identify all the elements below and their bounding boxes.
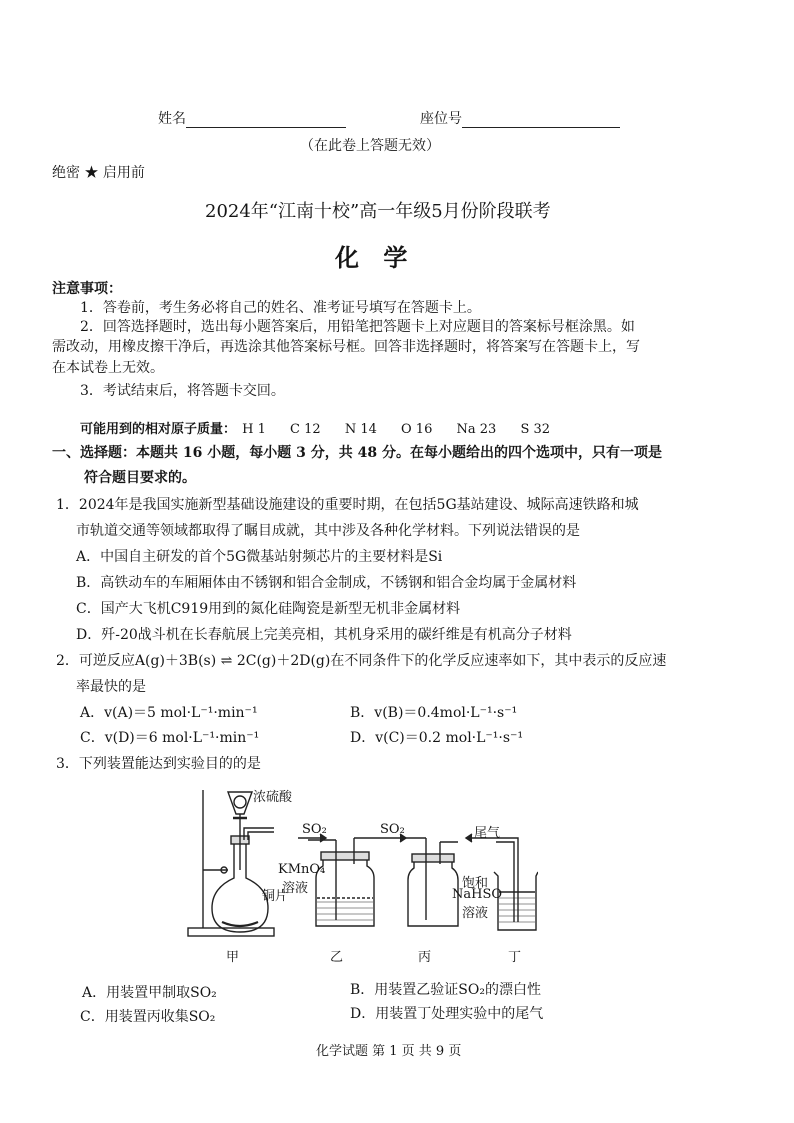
name-blank [186, 113, 346, 128]
label-solution-1: 溶液 [282, 881, 309, 896]
q3-option-b: B．用装置乙验证SO₂的漂白性 [350, 982, 541, 998]
label-so2-2: SO₂ [380, 822, 405, 837]
q3-option-c: C．用装置丙收集SO₂ [80, 1009, 216, 1025]
mass-h: H 1 [242, 422, 266, 437]
q1-stem-line-2: 市轨道交通等领域都取得了瞩目成就，其中涉及各种化学材料。下列说法错误的是 [76, 523, 580, 539]
notice-item-2-line-1: 2．回答选择题时，选出每小题答案后，用铅笔把答题卡上对应题目的答案标号框涂黑。如 [80, 319, 635, 335]
name-field [158, 108, 346, 128]
name-label: 姓名 [158, 111, 186, 127]
q3-stem: 3．下列装置能达到实验目的的是 [56, 756, 261, 772]
label-tail-gas: 尾气 [474, 826, 501, 841]
q2-stem-line-1: 2．可逆反应A(g)＋3B(s) ⇌ 2C(g)＋2D(g)在不同条件下的化学反应速率如下，其中表示的反应速 [56, 653, 667, 669]
label-so2-1: SO₂ [302, 822, 327, 837]
apparatus-yi [308, 838, 378, 926]
q2-option-a: A．v(A)＝5 mol·L⁻¹·min⁻¹ [80, 705, 258, 721]
q2-stem-line-2: 率最快的是 [76, 679, 146, 695]
mass-c: C 12 [290, 422, 321, 437]
label-conc-acid: 浓硫酸 [253, 790, 293, 805]
notice-item-2-line-2: 需改动，用橡皮擦干净后，再选涂其他答案标号框。回答非选择题时，将答案写在答题卡上，写 [52, 339, 640, 355]
notice-item-1: 1．答卷前，考生务必将自己的姓名、准考证号填写在答题卡上。 [80, 300, 481, 316]
q1-option-b: B．高铁动车的车厢厢体由不锈钢和铝合金制成，不锈钢和铝合金均属于金属材料 [76, 575, 577, 591]
label-ding: 丁 [508, 950, 522, 965]
section-heading-line-1: 一、选择题：本题共 16 小题，每小题 3 分，共 48 分。在每小题给出的四个选项中，只有一项是 [52, 445, 662, 461]
notice-item-2-line-3: 在本试卷上无效。 [52, 360, 164, 376]
label-nahso: NaHSO [452, 887, 503, 902]
label-saturated: 饱和 [462, 876, 489, 891]
notice-item-3: 3．考试结束后，将答题卡交回。 [80, 383, 285, 399]
subject-title: 化 学 [335, 243, 416, 272]
seat-field [420, 108, 620, 128]
label-copper: 铜片 [262, 889, 289, 904]
label-solution-2: 溶液 [462, 906, 489, 921]
q1-option-a: A．中国自主研发的首个5G微基站射频芯片的主要材料是Si [76, 549, 443, 565]
atomic-masses-label: 可能用到的相对原子质量： [80, 422, 237, 437]
page-footer: 化学试题 第 1 页 共 9 页 [316, 1044, 462, 1059]
apparatus-bing [406, 838, 458, 926]
label-bing: 丙 [418, 950, 432, 965]
label-jia: 甲 [226, 950, 240, 965]
mass-n: N 14 [344, 422, 377, 437]
apparatus-jia [188, 790, 274, 936]
section-heading-line-2: 符合题目要求的。 [84, 470, 196, 486]
q1-option-d: D．歼-20战斗机在长春航展上完美亮相，其机身采用的碳纤维是有机高分子材料 [76, 627, 572, 643]
q3-option-d: D．用装置丁处理实验中的尾气 [350, 1006, 544, 1022]
secret-label: 绝密 ★ 启用前 [52, 165, 145, 181]
q2-option-b: B．v(B)＝0.4mol·L⁻¹·s⁻¹ [350, 705, 518, 721]
atomic-masses [80, 418, 550, 437]
mass-na: Na 23 [456, 422, 497, 437]
seat-blank [462, 113, 620, 128]
mass-o: O 16 [401, 422, 433, 437]
label-yi: 乙 [330, 950, 344, 965]
exam-title: 2024年“江南十校”高一年级5月份阶段联考 [205, 201, 551, 222]
q2-option-d: D．v(C)＝0.2 mol·L⁻¹·s⁻¹ [350, 730, 524, 746]
label-kmno4: KMnO₄ [278, 862, 326, 877]
notice-heading: 注意事项： [52, 281, 122, 297]
q1-option-c: C．国产大飞机C919用到的氮化硅陶瓷是新型无机非金属材料 [76, 601, 461, 617]
seat-label: 座位号 [420, 111, 462, 127]
q2-option-c: C．v(D)＝6 mol·L⁻¹·min⁻¹ [80, 730, 260, 746]
q3-option-a: A．用装置甲制取SO₂ [82, 985, 217, 1001]
mass-s: S 32 [520, 422, 551, 437]
invalid-note: （在此卷上答题无效） [300, 138, 440, 154]
q1-stem-line-1: 1．2024年是我国实施新型基础设施建设的重要时期，在包括5G基站建设、城际高速铁路和城 [56, 497, 639, 513]
apparatus-ding [494, 838, 538, 930]
